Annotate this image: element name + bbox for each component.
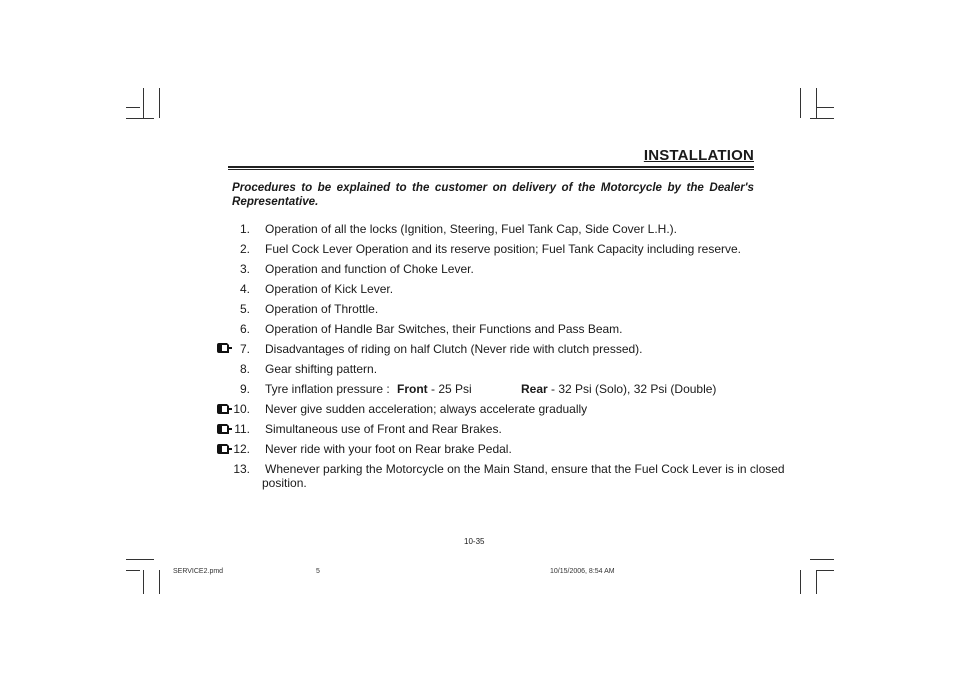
crop-mark [800,570,801,594]
footer-file: SERVICE2.pmd [173,568,224,575]
important-marker-icon [216,403,232,415]
crop-mark [143,570,144,594]
important-marker-icon [216,443,232,455]
crop-mark [126,107,140,108]
header-rule [228,166,754,168]
crop-mark [816,107,834,108]
crop-mark [126,570,140,571]
important-marker-icon [216,342,232,354]
footer-timestamp: 10/15/2006, 8:54 AM [550,568,615,575]
crop-mark [126,118,154,119]
front-pressure: Front - 25 Psi [397,382,472,396]
crop-mark [816,88,817,118]
crop-mark [159,88,160,118]
crop-mark [159,570,160,594]
crop-mark [810,118,834,119]
crop-mark [800,88,801,118]
crop-mark [810,559,834,560]
important-marker-icon [216,423,232,435]
rear-pressure: Rear - 32 Psi (Solo), 32 Psi (Double) [521,382,717,396]
crop-mark [816,570,817,594]
crop-mark [816,570,834,571]
footer-page: 5 [316,568,320,575]
crop-mark [126,559,154,560]
intro-text: Procedures to be explained to the customer on delivery of the Motorcycle by the Dealer's Representative. [232,181,754,208]
header-rule [228,169,754,170]
crop-mark [143,88,144,118]
page-title: INSTALLATION [643,147,754,164]
page-number: 10-35 [464,537,485,546]
